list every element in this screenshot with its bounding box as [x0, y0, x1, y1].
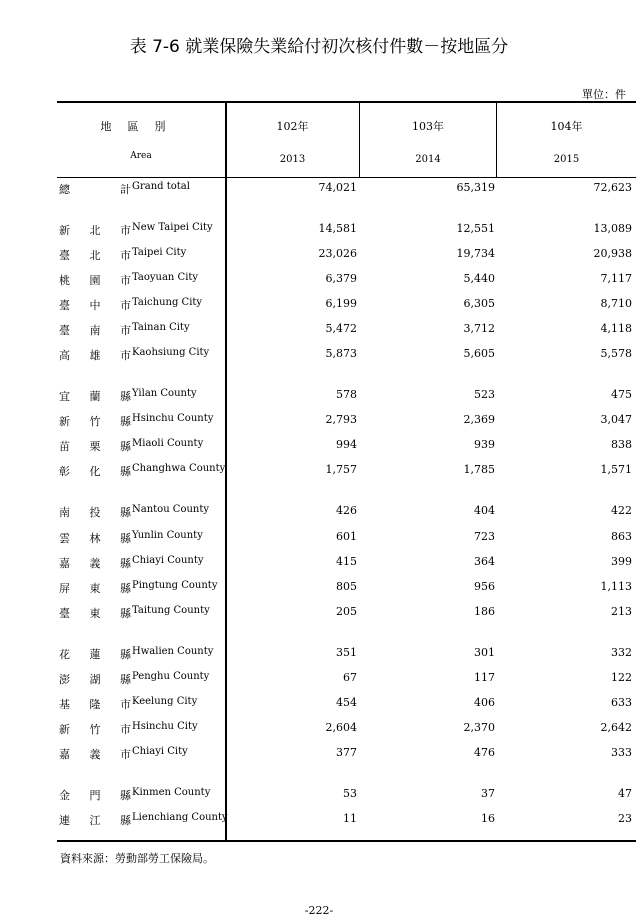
value-cell: 213	[611, 605, 632, 618]
area-name-char: 新	[59, 415, 70, 428]
area-name-char: 臺	[59, 324, 70, 337]
value-cell: 5,605	[463, 347, 495, 360]
value-cell: 377	[336, 746, 357, 759]
area-name-en: Kaohsiung City	[132, 347, 210, 358]
area-name-char: 屏	[59, 582, 70, 595]
year-column-divider	[496, 101, 497, 177]
area-name-char: 新	[59, 723, 70, 736]
table-row	[57, 463, 636, 481]
value-cell: 404	[474, 504, 495, 517]
value-cell: 6,379	[325, 272, 357, 285]
area-name-zh	[59, 347, 131, 363]
table-row	[57, 222, 636, 240]
area-name-zh	[59, 605, 131, 621]
header-area-en: Area	[130, 151, 152, 161]
area-name-char: 蘭	[89, 390, 101, 403]
area-name-zh	[59, 580, 131, 596]
area-name-char: 義	[89, 557, 101, 570]
value-cell: 37	[481, 787, 495, 800]
area-name-en: Tainan City	[132, 322, 190, 333]
unit-label: 單位：件	[582, 88, 626, 101]
header-year-roc: 103年	[412, 120, 444, 133]
area-name-char: 東	[89, 582, 101, 595]
table-row	[57, 605, 636, 623]
value-cell: 72,623	[593, 181, 632, 194]
area-name-char: 縣	[120, 390, 131, 403]
table-row	[57, 322, 636, 340]
value-cell: 454	[336, 696, 357, 709]
header-bottom-rule	[57, 177, 636, 178]
area-name-zh	[59, 646, 131, 662]
area-name-char: 縣	[120, 532, 131, 545]
value-cell: 53	[343, 787, 357, 800]
area-name-en: Keelung City	[132, 696, 198, 707]
area-name-zh	[59, 812, 131, 828]
area-name-en: Lienchiang County	[132, 812, 228, 823]
table-row	[57, 746, 636, 764]
table-bottom-rule	[57, 840, 636, 842]
value-cell: 364	[474, 555, 495, 568]
area-name-char: 雄	[89, 349, 101, 362]
table-row	[57, 347, 636, 365]
area-name-char: 市	[120, 349, 131, 362]
area-name-en: Kinmen County	[132, 787, 211, 798]
area-name-char: 市	[120, 299, 131, 312]
area-name-char: 嘉	[59, 557, 70, 570]
value-cell: 23,026	[318, 247, 357, 260]
table-row	[57, 272, 636, 290]
area-name-char: 市	[120, 723, 131, 736]
area-name-en: Taichung City	[132, 297, 203, 308]
area-name-char: 市	[120, 698, 131, 711]
area-name-char: 嘉	[59, 748, 70, 761]
area-name-char: 北	[89, 249, 101, 262]
table-row	[57, 413, 636, 431]
value-cell: 12,551	[456, 222, 495, 235]
area-name-char: 化	[89, 465, 101, 478]
value-cell: 117	[474, 671, 495, 684]
value-cell: 422	[611, 504, 632, 517]
value-cell: 415	[336, 555, 357, 568]
area-name-char: 總	[59, 183, 70, 196]
area-name-zh	[59, 721, 131, 737]
header-year-roc: 104年	[550, 120, 583, 133]
value-cell: 11	[343, 812, 357, 825]
value-cell: 23	[618, 812, 632, 825]
value-cell: 186	[474, 605, 495, 618]
area-name-char: 縣	[120, 465, 131, 478]
value-cell: 2,604	[325, 721, 357, 734]
value-cell: 956	[474, 580, 495, 593]
header-year-roc: 102年	[276, 120, 309, 133]
table-row	[57, 787, 636, 805]
area-name-zh	[59, 222, 131, 238]
area-name-char: 新	[59, 224, 70, 237]
area-name-zh	[59, 555, 131, 571]
area-name-char: 縣	[120, 440, 131, 453]
area-name-en: Grand total	[132, 181, 190, 192]
area-name-char: 臺	[59, 607, 70, 620]
table-row	[57, 388, 636, 406]
value-cell: 74,021	[318, 181, 357, 194]
value-cell: 5,873	[325, 347, 357, 360]
area-name-char: 苗	[59, 440, 70, 453]
table-row	[57, 438, 636, 456]
value-cell: 3,712	[463, 322, 495, 335]
area-name-char: 計	[120, 183, 131, 196]
value-cell: 578	[336, 388, 357, 401]
area-name-en: Nantou County	[132, 504, 210, 515]
area-name-en: Chiayi County	[132, 555, 204, 566]
value-cell: 332	[611, 646, 632, 659]
area-name-zh	[59, 504, 131, 520]
area-name-zh	[59, 671, 131, 687]
area-name-char: 金	[59, 789, 70, 802]
area-name-en: Yilan County	[132, 388, 197, 399]
area-name-char: 雲	[59, 532, 70, 545]
area-name-char: 隆	[89, 698, 101, 711]
value-cell: 6,305	[463, 297, 495, 310]
value-cell: 1,113	[600, 580, 632, 593]
value-cell: 65,319	[456, 181, 495, 194]
area-name-char: 市	[120, 274, 131, 287]
table-row	[57, 580, 636, 598]
year-column-divider	[359, 101, 360, 177]
area-name-zh	[59, 388, 131, 404]
area-name-en: Taoyuan City	[132, 272, 199, 283]
value-cell: 523	[474, 388, 495, 401]
value-cell: 8,710	[600, 297, 632, 310]
value-cell: 3,047	[600, 413, 632, 426]
value-cell: 5,440	[463, 272, 495, 285]
value-cell: 1,757	[325, 463, 357, 476]
value-cell: 4,118	[600, 322, 632, 335]
table-row	[57, 555, 636, 573]
area-name-char: 縣	[120, 582, 131, 595]
area-name-en: Hsinchu City	[132, 721, 198, 732]
area-name-en: Taitung County	[132, 605, 210, 616]
area-name-char: 市	[120, 224, 131, 237]
value-cell: 47	[618, 787, 632, 800]
area-name-zh	[59, 438, 131, 454]
page-number: -222-	[304, 904, 334, 917]
area-name-char: 竹	[89, 723, 101, 736]
area-name-char: 蓮	[89, 648, 101, 661]
area-name-en: Pingtung County	[132, 580, 218, 591]
area-name-char: 縣	[120, 814, 131, 827]
area-name-zh	[59, 181, 131, 197]
area-name-char: 基	[59, 698, 70, 711]
area-name-zh	[59, 746, 131, 762]
area-name-char: 桃	[59, 274, 70, 287]
area-name-char: 投	[89, 506, 101, 519]
value-cell: 838	[611, 438, 632, 451]
value-cell: 20,938	[593, 247, 632, 260]
area-name-char: 門	[89, 789, 101, 802]
area-name-char: 竹	[89, 415, 101, 428]
value-cell: 13,089	[593, 222, 632, 235]
area-name-char: 南	[59, 506, 70, 519]
area-name-char: 花	[59, 648, 70, 661]
table-row	[57, 530, 636, 548]
area-name-zh	[59, 787, 131, 803]
area-name-zh	[59, 297, 131, 313]
table-row	[57, 646, 636, 664]
area-name-char: 北	[89, 224, 101, 237]
area-name-zh	[59, 696, 131, 712]
value-cell: 633	[611, 696, 632, 709]
value-cell: 601	[336, 530, 357, 543]
area-name-en: New Taipei City	[132, 222, 213, 233]
value-cell: 406	[474, 696, 495, 709]
area-name-char: 縣	[120, 789, 131, 802]
value-cell: 7,117	[600, 272, 632, 285]
value-cell: 2,793	[325, 413, 357, 426]
header-year-ad: 2015	[553, 154, 580, 165]
area-name-zh	[59, 322, 131, 338]
value-cell: 333	[611, 746, 632, 759]
area-name-char: 園	[89, 274, 101, 287]
value-cell: 122	[611, 671, 632, 684]
value-cell: 14,581	[318, 222, 357, 235]
area-name-char: 縣	[120, 607, 131, 620]
value-cell: 476	[474, 746, 495, 759]
table-row	[57, 812, 636, 830]
value-cell: 5,578	[600, 347, 632, 360]
value-cell: 5,472	[325, 322, 357, 335]
area-name-char: 縣	[120, 673, 131, 686]
area-name-char: 臺	[59, 249, 70, 262]
value-cell: 19,734	[456, 247, 495, 260]
value-cell: 6,199	[325, 297, 357, 310]
area-name-char: 彰	[59, 465, 70, 478]
value-cell: 351	[336, 646, 357, 659]
table-top-rule	[57, 101, 636, 103]
value-cell: 863	[611, 530, 632, 543]
area-name-char: 林	[89, 532, 101, 545]
area-name-char: 縣	[120, 415, 131, 428]
table-row	[57, 297, 636, 315]
area-name-char: 縣	[120, 557, 131, 570]
value-cell: 205	[336, 605, 357, 618]
area-name-char: 高	[59, 349, 70, 362]
area-name-en: Hsinchu County	[132, 413, 214, 424]
table-row	[57, 247, 636, 265]
header-year-ad: 2014	[415, 154, 441, 165]
area-name-char: 臺	[59, 299, 70, 312]
value-cell: 994	[336, 438, 357, 451]
value-cell: 723	[474, 530, 495, 543]
table-row	[57, 696, 636, 714]
area-name-zh	[59, 530, 131, 546]
area-name-en: Yunlin County	[132, 530, 203, 541]
area-name-char: 中	[89, 299, 101, 312]
value-cell: 67	[343, 671, 357, 684]
area-name-char: 東	[89, 607, 101, 620]
area-name-char: 澎	[59, 673, 70, 686]
area-name-en: Taipei City	[132, 247, 187, 258]
area-name-zh	[59, 413, 131, 429]
area-name-char: 縣	[120, 506, 131, 519]
area-name-en: Penghu County	[132, 671, 210, 682]
area-name-char: 市	[120, 324, 131, 337]
area-name-char: 連	[59, 814, 70, 827]
header-area-zh: 地區別	[100, 120, 182, 133]
value-cell: 2,642	[600, 721, 632, 734]
area-name-en: Miaoli County	[132, 438, 204, 449]
value-cell: 2,370	[463, 721, 495, 734]
area-name-char: 栗	[89, 440, 101, 453]
value-cell: 475	[611, 388, 632, 401]
page-title: 表 7-6 就業保險失業給付初次核付件數－按地區分	[129, 37, 509, 57]
value-cell: 1,571	[600, 463, 632, 476]
total-row	[57, 181, 636, 199]
area-name-char: 宜	[59, 390, 70, 403]
header-year-ad: 2013	[279, 154, 306, 165]
value-cell: 301	[474, 646, 495, 659]
value-cell: 805	[336, 580, 357, 593]
area-name-char: 縣	[120, 648, 131, 661]
area-name-char: 南	[89, 324, 101, 337]
area-name-char: 義	[89, 748, 101, 761]
value-cell: 939	[474, 438, 495, 451]
area-name-char: 市	[120, 748, 131, 761]
area-name-char: 江	[89, 814, 101, 827]
value-cell: 16	[481, 812, 495, 825]
area-name-char: 湖	[89, 673, 101, 686]
value-cell: 2,369	[463, 413, 495, 426]
table-row	[57, 671, 636, 689]
source-note: 資料來源：勞動部勞工保險局。	[60, 852, 214, 865]
table-row	[57, 721, 636, 739]
area-name-en: Chiayi City	[132, 746, 188, 757]
area-name-zh	[59, 247, 131, 263]
area-name-zh	[59, 463, 131, 479]
value-cell: 426	[336, 504, 357, 517]
area-name-zh	[59, 272, 131, 288]
area-name-char: 市	[120, 249, 131, 262]
table-row	[57, 504, 636, 522]
value-cell: 1,785	[463, 463, 495, 476]
area-name-en: Hwalien County	[132, 646, 214, 657]
area-name-en: Changhwa County	[132, 463, 226, 474]
value-cell: 399	[611, 555, 632, 568]
